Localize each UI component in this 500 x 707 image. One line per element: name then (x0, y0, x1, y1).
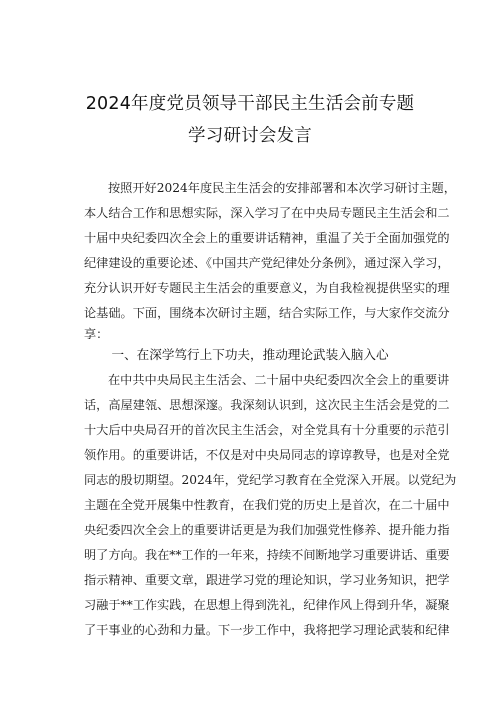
intro-line-5: 充分认识开好专题民主生活会的重要意义，为自我检视提供坚实的理 (84, 281, 450, 295)
intro-line-4: 纪律建设的重要论述、《中国共产党纪律处分条例》，通过深入学习， (84, 256, 450, 270)
intro-line-3: 十届中央纪委四次全会上的重要讲话精神，重温了关于全面加强党的 (84, 231, 450, 245)
section1-line-8: 明了方向。我在**工作的一年来，持续不间断地学习重要讲话、重要 (84, 548, 450, 562)
section1-line-3: 十大后中央局召开的首次民主生活会，对全党具有十分重要的示范引 (84, 423, 450, 437)
intro-line-1: 按照开好2024年度民主生活会的安排部署和本次学习研讨主题， (108, 181, 456, 195)
section1-line-9: 指示精神、重要文章，跟进学习党的理论知识，学习业务知识，把学 (84, 573, 450, 587)
intro-line-6: 论基础。下面，围绕本次研讨主题，结合实际工作，与大家作交流分 (84, 306, 450, 320)
document-title-line-2: 学习研讨会发言 (188, 126, 312, 146)
section1-line-7: 央纪委四次全会上的重要讲话更是为我们加强党性修养、提升能力指 (84, 523, 450, 537)
section-heading-1: 一、在深学笃行上下功夫，推动理论武装入脑入心 (111, 347, 389, 362)
section1-line-10: 习融于**工作实践，在思想上得到洗礼，纪律作风上得到升华，凝聚 (84, 598, 450, 612)
section1-line-5: 同志的殷切期望。2024年，党纪学习教育在全党深入开展。以党纪为 (84, 473, 457, 487)
intro-line-2: 本人结合工作和思想实际，深入学习了在中央局专题民主生活会和二 (84, 206, 450, 220)
section1-line-2: 话，高屋建瓴、思想深邃。我深刻认识到，这次民主生活会是党的二 (84, 398, 450, 412)
document-title-line-1: 2024年度党员领导干部民主生活会前专题 (85, 94, 415, 114)
section1-line-1: 在中共中央局民主生活会、二十届中央纪委四次全会上的重要讲 (108, 373, 450, 387)
section1-line-4: 领作用。的重要讲话，不仅是对中央局同志的谆谆教导，也是对全党 (84, 448, 450, 462)
intro-line-7: 享： (84, 327, 109, 341)
section1-line-6: 主题在全党开展集中性教育，在我们党的历史上是首次，在二十届中 (84, 498, 450, 512)
section1-line-11: 了干事业的心劲和力量。下一步工作中，我将把学习理论武装和纪律 (84, 623, 450, 637)
